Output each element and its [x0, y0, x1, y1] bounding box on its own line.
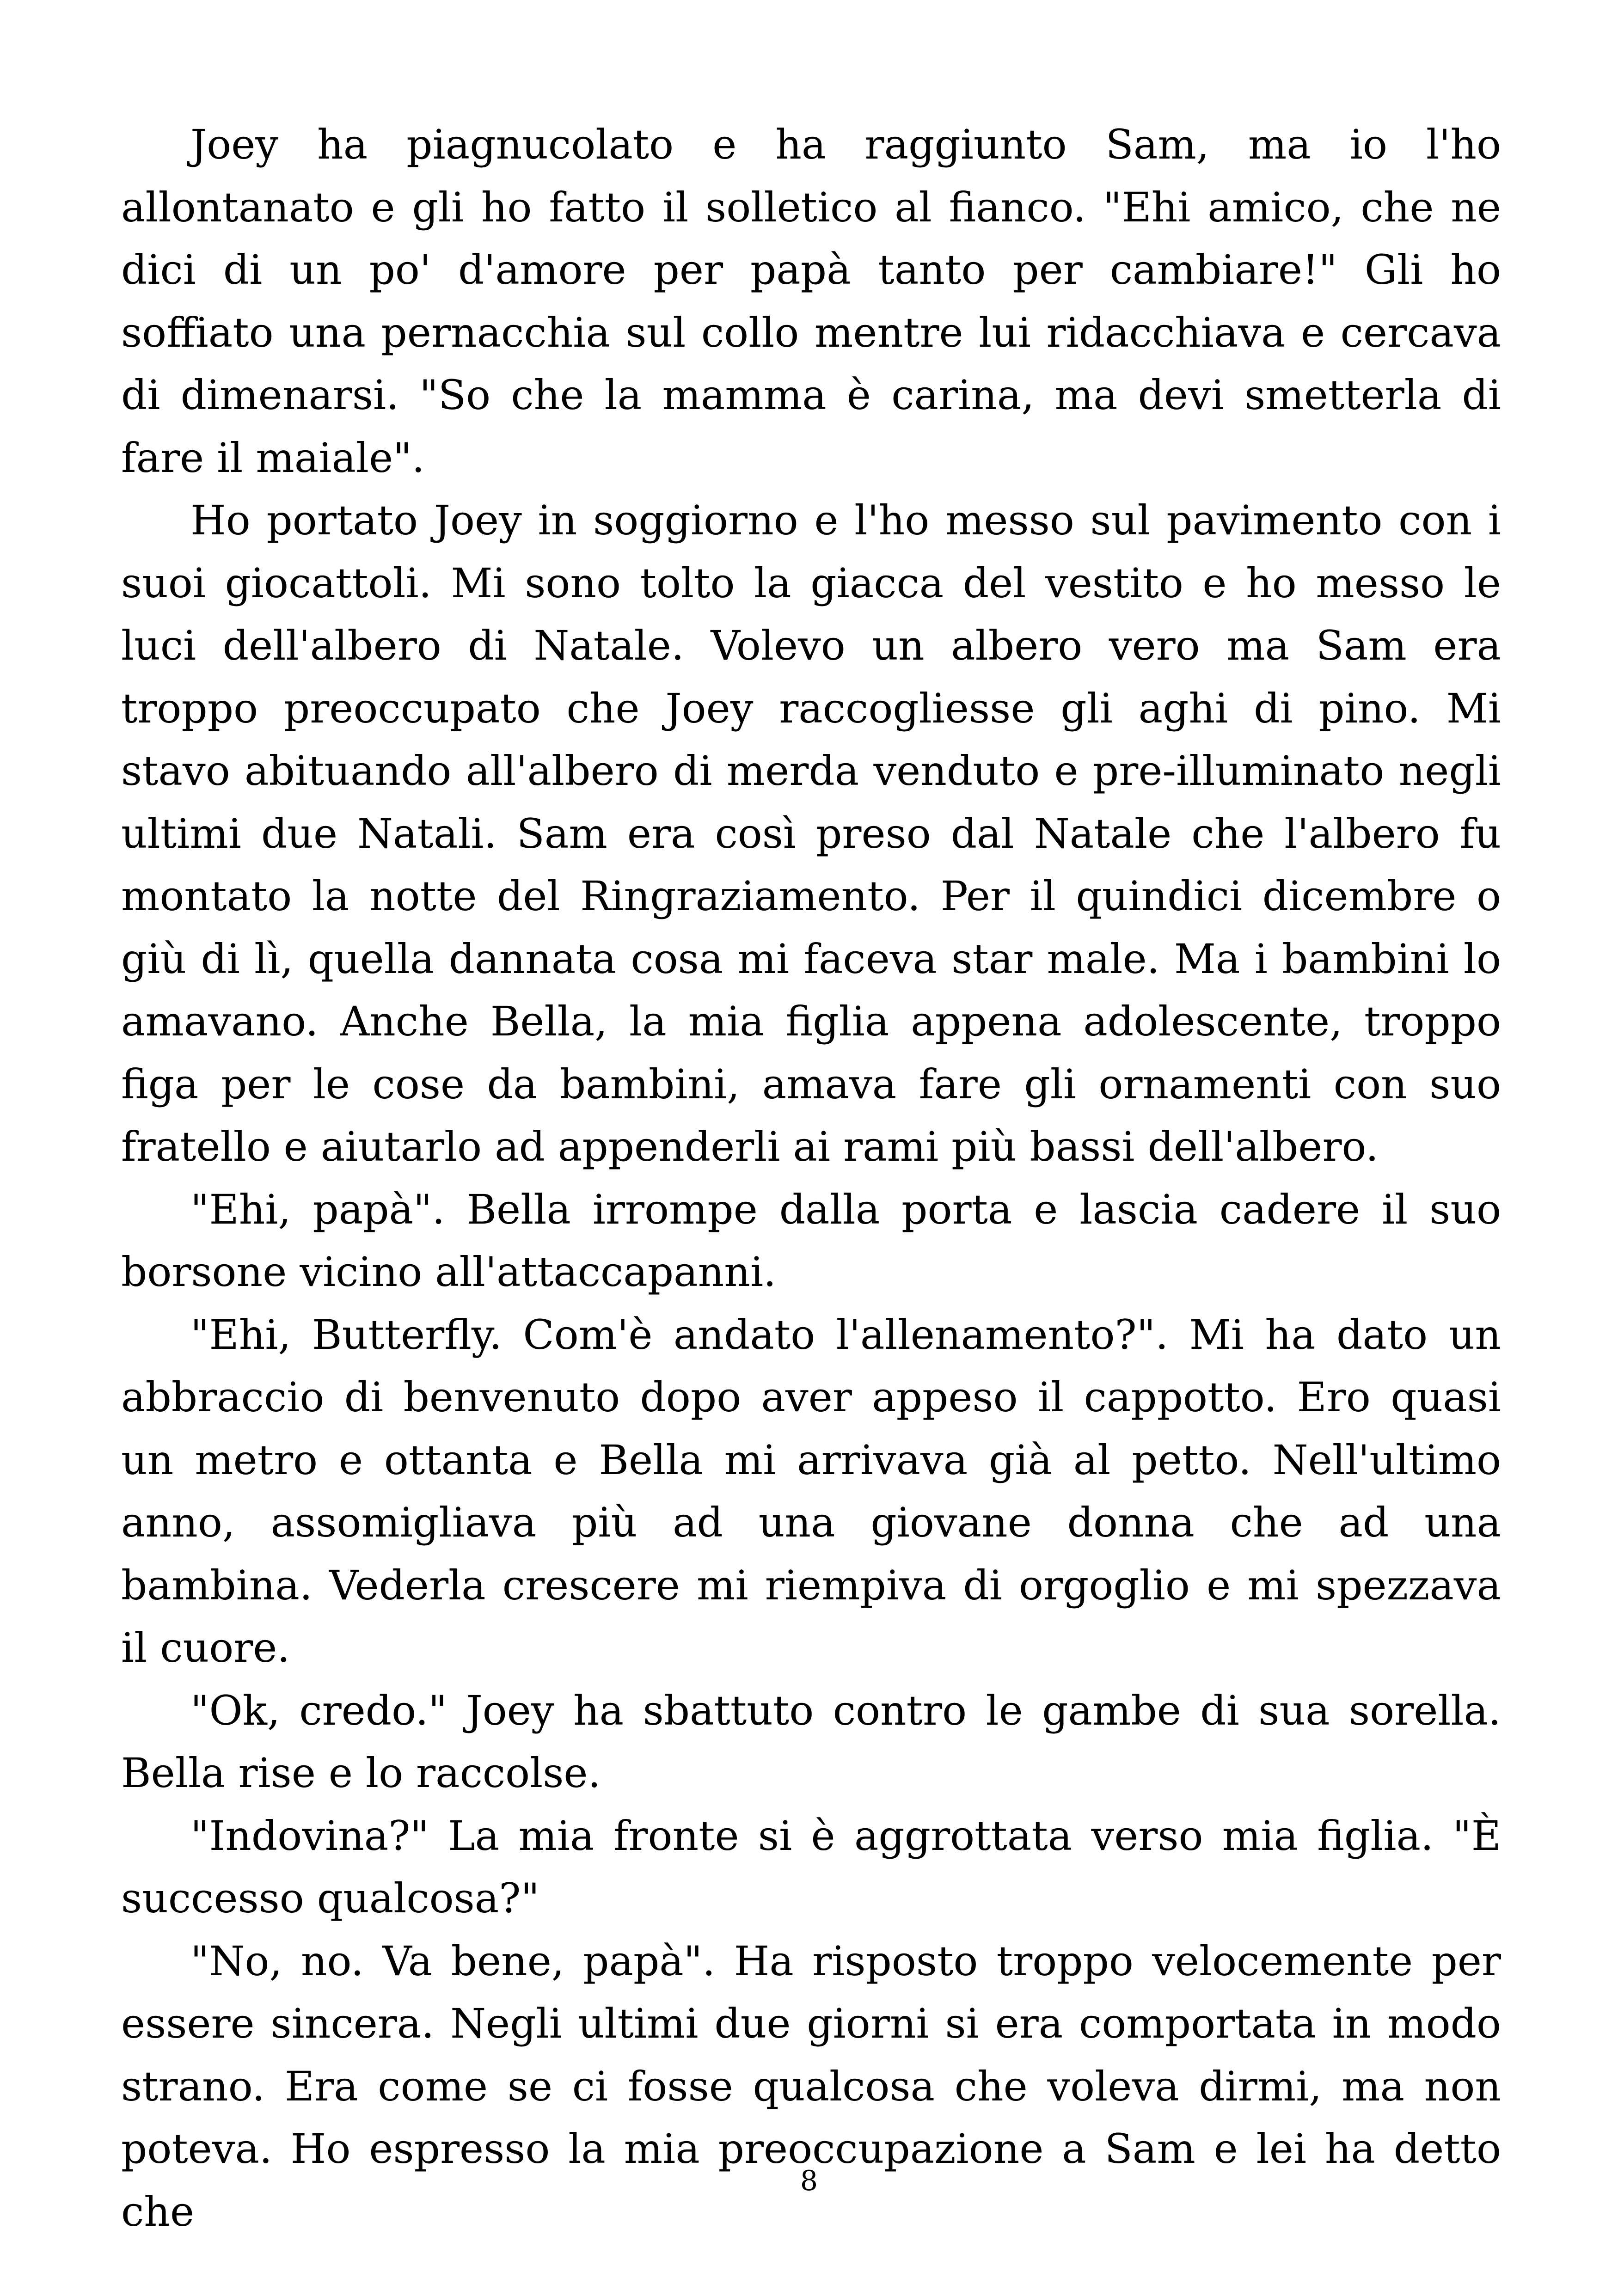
paragraph: "Ehi, Butterfly. Com'è andato l'allenamento?". Mi ha dato un abbraccio di benvenuto dopo aver appeso il cappotto. Ero quasi un metro e ottanta e Bella mi arrivava già al petto. Nell'ultimo anno, assomigliava più ad una giovane donna che ad una bambina. Vederla crescere mi riempiva di orgoglio e mi spezzava il cuore.	[121, 1310, 1501, 1671]
paragraph: Joey ha piagnucolato e ha raggiunto Sam, ma io l'ho allontanato e gli ho fatto il solletico al fianco. "Ehi amico, che ne dici di un po' d'amore per papà tanto per cambiare!" Gli ho soffiato una pernacchia sul collo mentre lui ridacchiava e cercava di dimenarsi. "So che la mamma è carina, ma devi smetterla di fare il maiale".	[121, 121, 1501, 482]
paragraph: Ho portato Joey in soggiorno e l'ho messo sul pavimento con i suoi giocattoli. Mi sono tolto la giacca del vestito e ho messo le luci dell'albero di Natale. Volevo un albero vero ma Sam era troppo preoccupato che Joey raccogliesse gli aghi di pino. Mi stavo abituando all'albero di merda venduto e pre-illuminato negli ultimi due Natali. Sam era così preso dal Natale che l'albero fu montato la notte del Ringraziamento. Per il quindici dicembre o giù di lì, quella dannata cosa mi faceva star male. Ma i bambini lo amavano. Anche Bella, la mia figlia appena adolescente, troppo figa per le cose da bambini, amava fare gli ornamenti con suo fratello e aiutarlo ad appenderli ai rami più bassi dell'albero.	[121, 496, 1501, 1170]
page-number: 8	[800, 2165, 818, 2197]
body-text	[121, 113, 1501, 2243]
paragraph: "No, no. Va bene, papà". Ha risposto troppo velocemente per essere sincera. Negli ultimi due giorni si era comportata in modo strano. Era come se ci fosse qualcosa che voleva dirmi, ma non poteva. Ho espresso la mia preoccupazione a Sam e lei ha detto che	[121, 1937, 1501, 2235]
paragraph: "Ehi, papà". Bella irrompe dalla porta e lascia cadere il suo borsone vicino all'attaccapanni.	[121, 1185, 1501, 1296]
paragraph: "Indovina?" La mia fronte si è aggrottata verso mia figlia. "È successo qualcosa?"	[121, 1812, 1501, 1922]
paragraph: "Ok, credo." Joey ha sbattuto contro le gambe di sua sorella. Bella rise e lo raccolse.	[121, 1686, 1501, 1797]
